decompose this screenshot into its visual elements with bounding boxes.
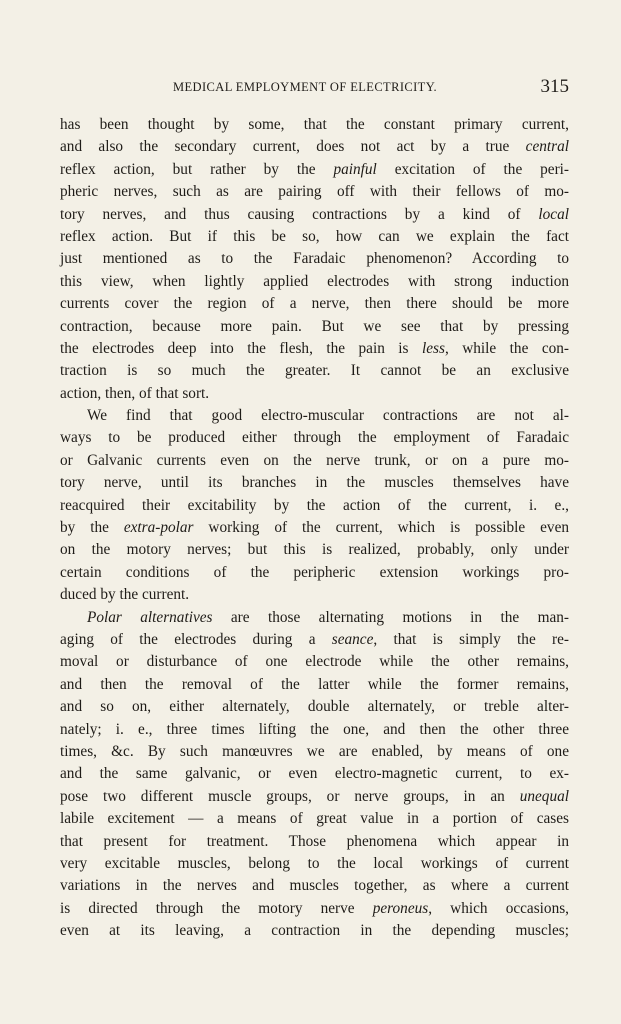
text-segment: on the motory nerves; but this is realized, probably, only under	[60, 541, 569, 559]
text-segment: and so on, either alternately, double alternately, or treble alter-	[60, 698, 569, 716]
text-segment: and the same galvanic, or even electro-magnetic current, to ex-	[60, 765, 569, 783]
running-title: MEDICAL EMPLOYMENT OF ELECTRICITY.	[173, 80, 438, 94]
text-segment: the electrodes deep into the flesh, the pain is	[60, 339, 422, 357]
text-segment: excitation of the peri-	[376, 160, 570, 178]
text-segment: variations in the nerves and muscles together, as where a current	[60, 877, 569, 895]
text-segment: action, then, of that sort.	[60, 384, 210, 402]
text-line	[60, 114, 569, 136]
text-line	[60, 719, 569, 741]
text-line	[60, 472, 569, 494]
text-line	[60, 248, 569, 270]
text-line	[60, 875, 569, 897]
italic-text: extra-polar	[123, 519, 194, 537]
text-segment: by the	[60, 519, 124, 537]
text-line	[60, 831, 569, 853]
text-line	[60, 920, 569, 942]
text-segment: tory nerves, and thus causing contractions by a kind of	[60, 205, 539, 223]
text-line	[60, 427, 569, 449]
text-line	[60, 741, 569, 763]
text-line	[60, 539, 569, 561]
text-line	[60, 226, 569, 248]
text-segment: is directed through the motory nerve	[60, 899, 373, 917]
text-segment: times, &c. By such manœuvres we are enabled, by means of one	[60, 742, 569, 760]
text-line	[60, 584, 569, 606]
text-line	[60, 495, 569, 517]
text-segment: currents cover the region of a nerve, then there should be more	[60, 295, 569, 313]
text-line	[60, 517, 569, 539]
italic-text: painful	[333, 160, 377, 178]
italic-text: seance	[331, 630, 374, 648]
text-line	[60, 136, 569, 158]
text-line	[60, 204, 569, 226]
text-line	[60, 674, 569, 696]
text-segment: this view, when lightly applied electrodes with strong induction	[60, 272, 569, 290]
italic-text: less	[421, 339, 445, 357]
text-segment: has been thought by some, that the constant primary current,	[60, 116, 569, 133]
text-line	[60, 696, 569, 718]
text-segment: aging of the electrodes during a	[60, 630, 332, 648]
text-segment: or Galvanic currents even on the nerve trunk, or on a pure mo-	[60, 451, 569, 469]
italic-text: Polar alternatives	[87, 608, 213, 626]
text-line	[60, 853, 569, 875]
text-segment: labile excitement — a means of great value in a portion of cases	[60, 810, 569, 828]
text-line	[60, 159, 569, 181]
text-line	[60, 181, 569, 203]
text-line	[60, 360, 569, 382]
text-segment: traction is so much the greater. It cannot be an exclusive	[60, 362, 569, 380]
body-text	[60, 114, 569, 942]
text-segment: that present for treatment. Those phenomena which appear in	[60, 832, 569, 850]
text-segment: pheric nerves, such as are pairing off with their fellows of mo-	[60, 183, 569, 201]
text-segment: ways to be produced either through the employment of Faradaic	[60, 429, 569, 447]
text-line	[60, 293, 569, 315]
text-segment: We find that good electro-muscular contractions are not al-	[87, 407, 569, 425]
text-line	[60, 562, 569, 584]
text-segment: , which occasions,	[428, 899, 569, 917]
text-segment: reflex action, but rather by the	[60, 160, 334, 178]
text-segment: even at its leaving, a contraction in the depending muscles;	[60, 922, 569, 940]
text-line	[60, 271, 569, 293]
italic-text: peroneus	[372, 899, 429, 917]
text-segment: just mentioned as to the Faradaic phenomenon? According to	[60, 250, 569, 268]
italic-text: central	[525, 138, 569, 156]
text-line	[60, 383, 569, 405]
text-line	[60, 786, 569, 808]
text-segment: contraction, because more pain. But we see that by pressing	[60, 317, 569, 335]
text-line	[60, 629, 569, 651]
text-line	[60, 808, 569, 830]
page-number: 315	[540, 76, 569, 97]
text-segment: pose two different muscle groups, or nerve groups, in an	[60, 787, 520, 805]
text-line	[60, 607, 569, 629]
text-segment: certain conditions of the peripheric extension workings pro-	[60, 563, 569, 581]
text-line	[60, 898, 569, 920]
text-segment: nately; i. e., three times lifting the one, and then the other three	[60, 720, 569, 738]
text-segment: very excitable muscles, belong to the local workings of current	[60, 854, 569, 872]
text-segment: reflex action. But if this be so, how can we explain the fact	[60, 227, 569, 245]
text-segment: are those alternating motions in the man-	[212, 608, 570, 626]
text-segment: moval or disturbance of one electrode while the other remains,	[60, 653, 569, 671]
text-line	[60, 651, 569, 673]
text-line	[60, 316, 569, 338]
text-line	[60, 405, 569, 427]
text-segment: and also the secondary current, does not act by a true	[60, 138, 526, 156]
running-header	[60, 76, 569, 98]
italic-text: unequal	[519, 787, 569, 805]
italic-text: local	[538, 205, 569, 223]
text-segment: and then the removal of the latter while the former remains,	[60, 675, 569, 693]
text-segment: , that is simply the re-	[373, 630, 569, 648]
text-line	[60, 763, 569, 785]
text-line	[60, 450, 569, 472]
text-segment: duced by the current.	[60, 586, 190, 604]
text-segment: reacquired their excitability by the action of the current, i. e.,	[60, 496, 569, 514]
text-line	[60, 338, 569, 360]
text-segment: working of the current, which is possible even	[193, 519, 570, 537]
text-segment: tory nerve, until its branches in the muscles themselves have	[60, 474, 569, 492]
text-segment: , while the con-	[444, 339, 569, 357]
